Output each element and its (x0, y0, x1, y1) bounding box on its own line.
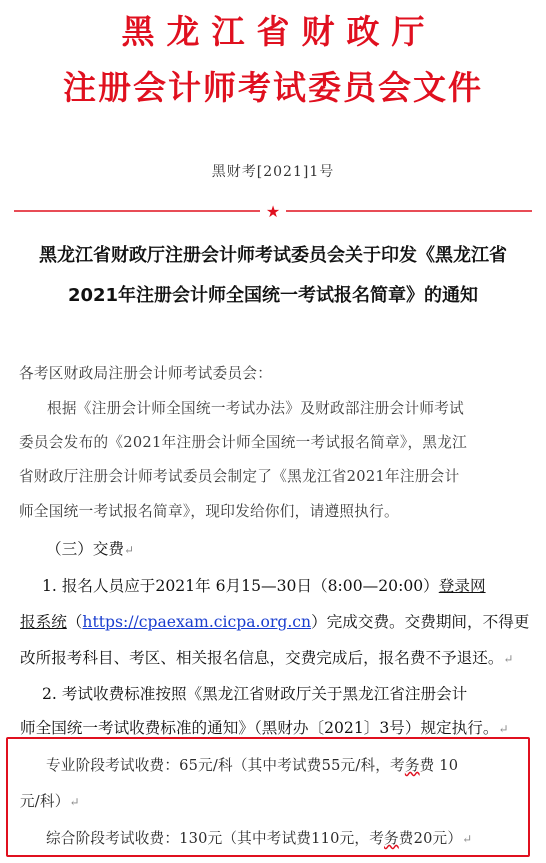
paragraph-mark: ↵ (498, 722, 509, 736)
comprehensive-fee-text: 费20元） (398, 830, 463, 847)
bracket-open: （ (66, 613, 83, 631)
item1-text: 改所报考科目、考区、相关报名信息，交费完成后，报名费不予退还。 (20, 649, 504, 667)
letterhead-subtitle: 注册会计师考试委员会文件 (63, 68, 483, 107)
spellcheck-mark: 务 (404, 757, 420, 774)
notice-title-line1: 黑龙江省财政厅注册会计师考试委员会关于印发《黑龙江省 (39, 245, 507, 266)
item1-line3 (20, 646, 530, 668)
red-divider (14, 200, 532, 222)
section-heading (46, 537, 546, 559)
spellcheck-mark: 务 (384, 830, 399, 847)
item2-line1: 2. 考试收费标准按照《黑龙江省财政厅关于黑龙江省注册会计 (42, 685, 468, 703)
item2-line2 (20, 716, 530, 738)
professional-stage-fee (46, 754, 546, 775)
professional-fee-text: 专业阶段考试收费：65元/科（其中考试费55元/科，考 (46, 757, 405, 774)
paragraph-mark: ↵ (462, 832, 473, 846)
letterhead-title: 黑龙江省财政厅 (121, 12, 437, 51)
comprehensive-stage-fee (46, 827, 546, 848)
document-number: 黑财考[2021]1号 (211, 164, 335, 180)
section-heading-text: （三）交费 (46, 540, 124, 558)
comprehensive-fee-text: 综合阶段考试收费：130元（其中考试费110元，考 (46, 830, 384, 847)
paragraph-mark: ↵ (123, 543, 135, 557)
notice-line: 省财政厅注册会计师考试委员会制定了《黑龙江省2021年注册会计 (19, 468, 460, 485)
professional-stage-fee-cont (20, 790, 530, 811)
paragraph-mark: ↵ (503, 652, 514, 666)
item1-text: 1. 报名人员应于2021年 6月15—30日（8:00—20:00） (42, 577, 439, 595)
system-link[interactable]: 报系统 (20, 613, 67, 631)
notice-line: 委员会发布的《2021年注册会计师全国统一考试报名简章》，黑龙江 (19, 434, 468, 451)
professional-fee-text: 费 10 (419, 757, 459, 774)
login-link[interactable]: 登录网 (438, 577, 486, 595)
professional-fee-text: 元/科） (20, 793, 70, 810)
item1-text-rest: ）完成交费。交费期间，不得更 (311, 613, 530, 631)
notice-line: 师全国统一考试报名简章》，现印发给你们，请遵照执行。 (19, 503, 399, 520)
item2-text: 师全国统一考试收费标准的通知》（黑财办〔2021〕3号）规定执行。 (20, 719, 499, 737)
item1-line1 (42, 574, 546, 596)
cpaexam-url-link[interactable]: https://cpaexam.cicpa.org.cn (82, 613, 312, 631)
notice-addressee: 各考区财政局注册会计师考试委员会： (19, 365, 273, 382)
notice-line: 根据《注册会计师全国统一考试办法》及财政部注册会计师考试 (47, 400, 465, 417)
item1-line2 (20, 610, 530, 632)
notice-title-line2: 2021年注册会计师全国统一考试报名简章》的通知 (67, 285, 479, 306)
star-icon: ★ (265, 202, 281, 221)
paragraph-mark: ↵ (69, 795, 80, 809)
